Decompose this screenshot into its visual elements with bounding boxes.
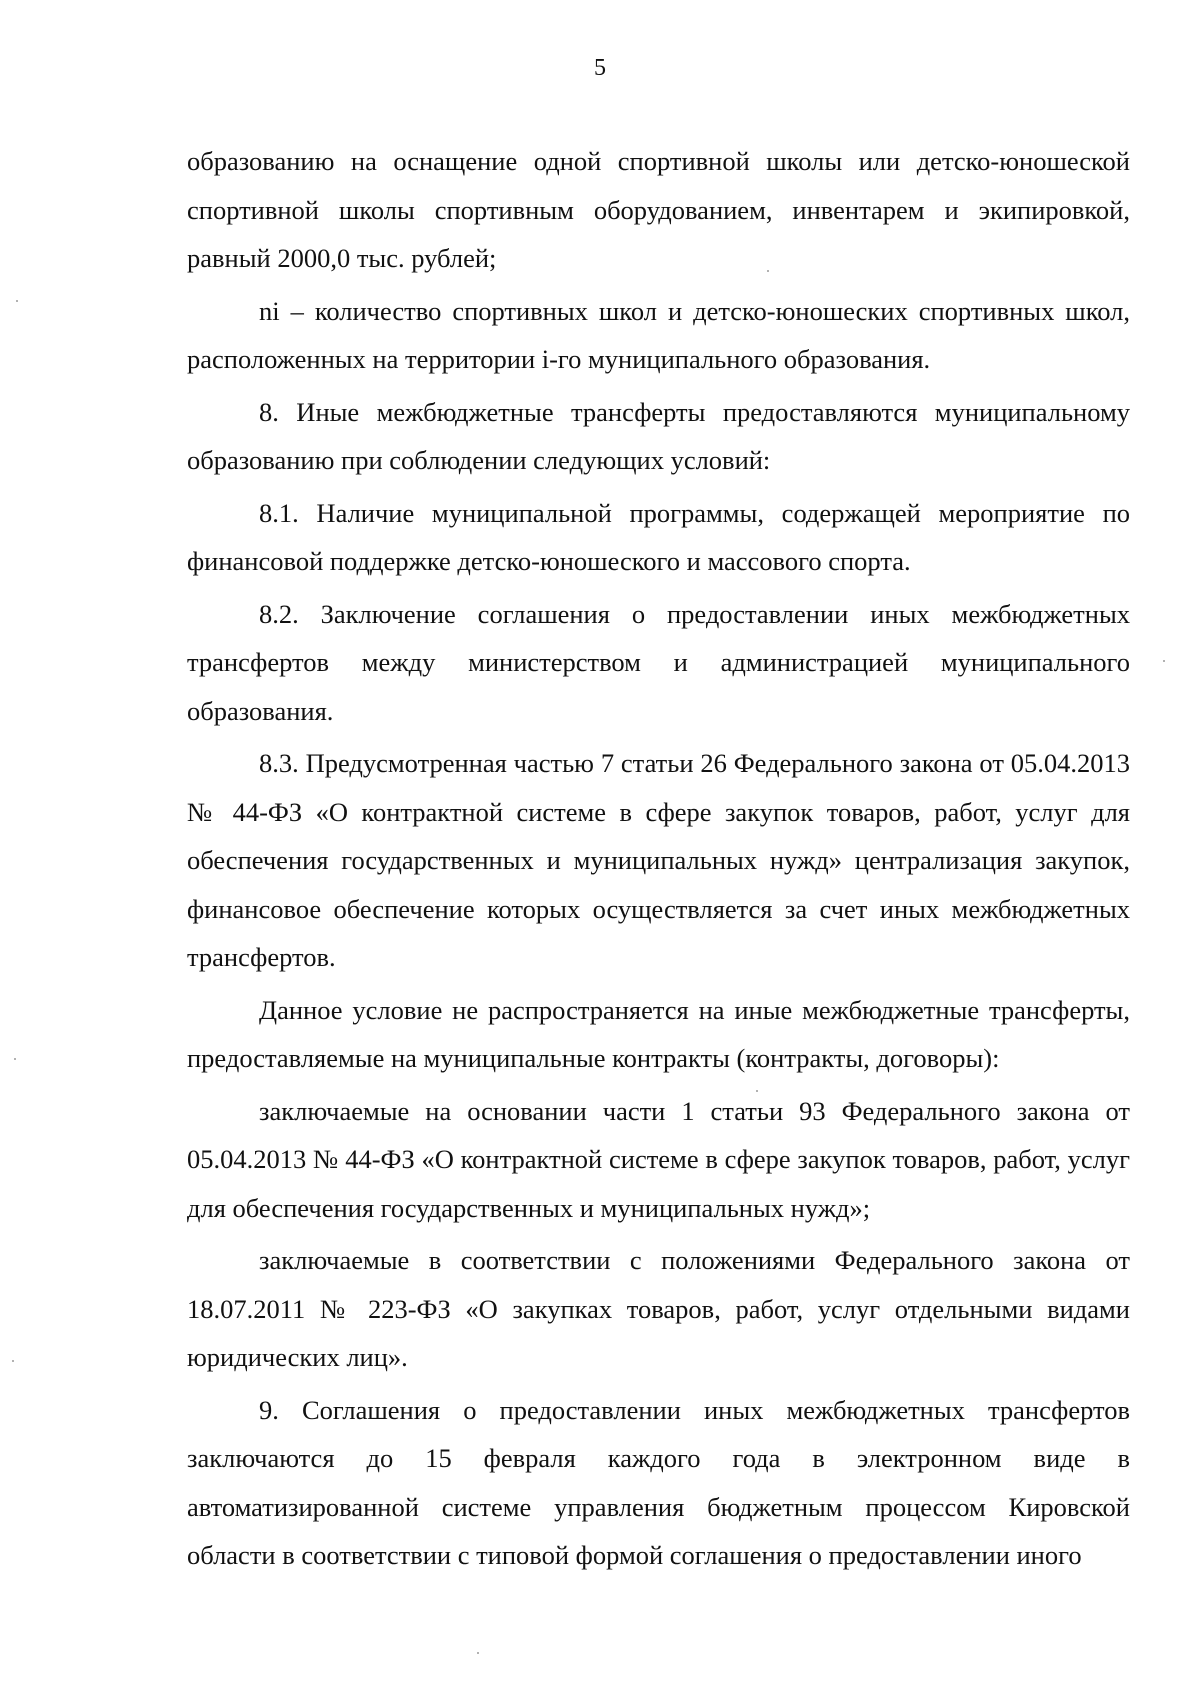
scan-speck (12, 1360, 14, 1362)
paragraph-section-8-1: 8.1. Наличие муниципальной программы, содержащей мероприятие по финансовой поддержке детско-юношеского и массового спорта. (187, 497, 1130, 576)
scan-speck (477, 1652, 479, 1654)
scan-speck (756, 1090, 758, 1092)
paragraph-ni-definition: ni – количество спортивных школ и детско-юношеских спортивных школ, расположенных на территории i-го муниципального образования. (187, 295, 1130, 374)
scan-speck (1163, 660, 1165, 662)
page-number: 5 (594, 55, 606, 81)
paragraph-exception-44fz: заключаемые на основании части 1 статьи 93 Федерального закона от 05.04.2013 № 44-ФЗ «О контрактной системе в сфере закупок товаров, работ, услуг для обеспечения государственных и муниципальных нужд»; (187, 1095, 1130, 1223)
scan-speck (767, 270, 769, 272)
paragraph-section-8-3: 8.3. Предусмотренная частью 7 статьи 26 Федерального закона от 05.04.2013 № 44-ФЗ «О контрактной системе в сфере закупок товаров, работ, услуг для обеспечения государственных и муниципальных нужд» централизация закупок, финансовое обеспечение которых осуществляется за счет иных межбюджетных трансфертов. (187, 748, 1130, 972)
paragraph-section-9: 9. Соглашения о предоставлении иных межбюджетных трансфертов заключаются до 15 февраля каждого года в электронном виде в автоматизированной системе управления бюджетным процессом Кировской области в соответствии с типовой формой соглашения о предоставлении иного (187, 1394, 1130, 1570)
paragraph-section-8-2: 8.2. Заключение соглашения о предоставлении иных межбюджетных трансфертов между министерством и администрацией муниципального образования. (187, 598, 1130, 726)
scan-speck (14, 1058, 16, 1060)
paragraph-exception-223fz: заключаемые в соответствии с положениями Федерального закона от 18.07.2011 № 223-ФЗ «О закупках товаров, работ, услуг отдельными видами юридических лиц». (187, 1245, 1130, 1372)
paragraph-section-8: 8. Иные межбюджетные трансферты предоставляются муниципальному образованию при соблюдении следующих условий: (187, 396, 1130, 475)
paragraph-exception: Данное условие не распространяется на иные межбюджетные трансферты, предоставляемые на муниципальные контракты (контракты, договоры): (187, 994, 1130, 1073)
paragraph-formula-continuation: образованию на оснащение одной спортивной школы или детско-юношеской спортивной школы спортивным оборудованием, инвентарем и экипировкой, равный 2000,0 тыс. рублей; (187, 146, 1130, 273)
scan-speck (16, 300, 18, 302)
document-body (187, 137, 1130, 1584)
